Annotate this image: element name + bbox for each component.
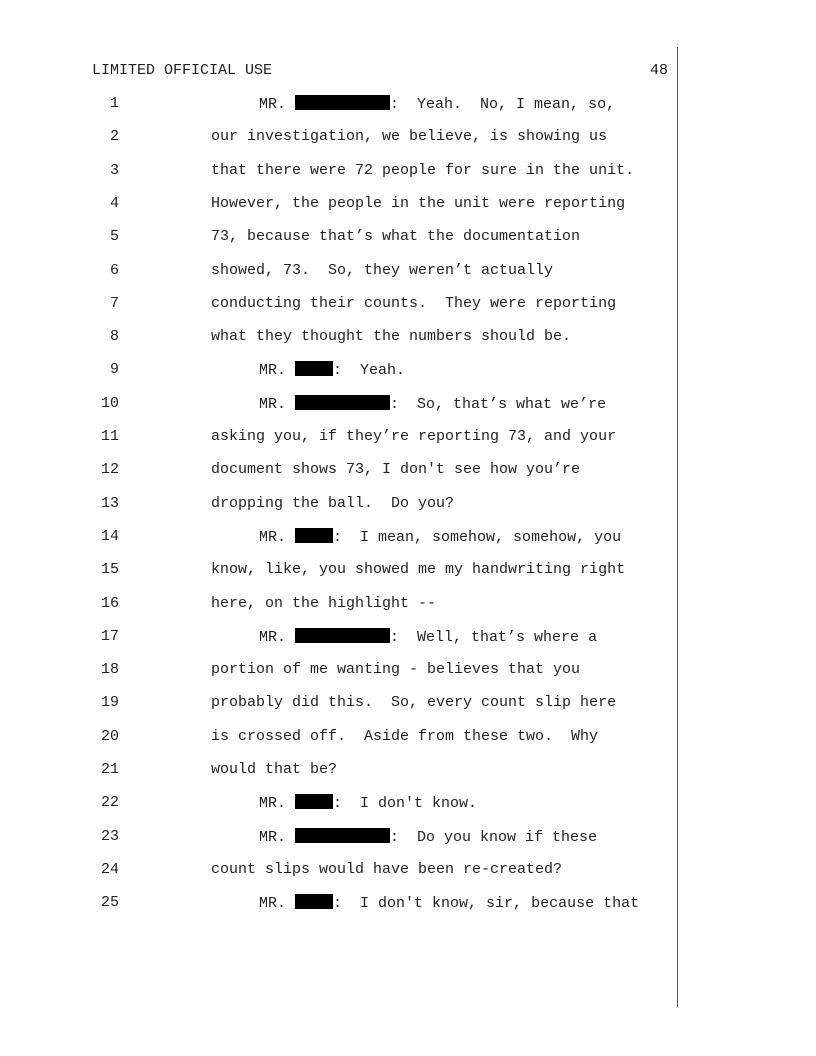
- spoken-text: dropping the ball. Do you?: [211, 494, 455, 512]
- transcript-line: [0, 861, 677, 881]
- transcript-line: [0, 761, 677, 781]
- transcript-line: [0, 894, 677, 914]
- transcript-line: [0, 162, 677, 182]
- line-number: 24: [100, 860, 119, 878]
- speaker-label: MR.: [259, 528, 287, 546]
- line-number: 14: [100, 527, 119, 545]
- spoken-text: count slips would have been re-created?: [211, 860, 563, 878]
- page-number: 48: [649, 62, 668, 79]
- line-text: [211, 228, 580, 245]
- transcript-line: [0, 561, 677, 581]
- speaker-label: MR.: [259, 795, 287, 813]
- spoken-text: : Yeah. No, I mean, so,: [390, 96, 616, 113]
- line-text: [211, 461, 580, 478]
- line-text: [211, 561, 625, 578]
- speaker-label: MR.: [259, 362, 287, 380]
- spoken-text: what they thought the numbers should be.: [211, 328, 572, 346]
- line-text: [259, 395, 606, 413]
- line-text: [259, 528, 621, 546]
- transcript-line: [0, 195, 677, 215]
- line-number: 15: [100, 561, 119, 579]
- line-number: 6: [109, 261, 119, 279]
- redaction-box: [295, 894, 333, 909]
- spoken-text: document shows 73, I don't see how you’re: [211, 461, 581, 479]
- transcript-line: [0, 794, 677, 814]
- redaction-box: [295, 95, 390, 110]
- line-number: 2: [109, 128, 119, 146]
- redaction-box: [295, 395, 390, 410]
- line-number: 10: [100, 394, 119, 412]
- line-number: 1: [109, 95, 119, 112]
- transcript-line: [0, 661, 677, 681]
- spoken-text: : I don't know.: [333, 795, 478, 813]
- line-text: [211, 761, 337, 778]
- speaker-label: MR.: [259, 628, 287, 646]
- line-number: 3: [109, 161, 119, 179]
- line-text: [211, 262, 553, 279]
- line-text: [211, 495, 454, 512]
- line-text: [211, 162, 634, 179]
- spoken-text: : Yeah.: [333, 362, 406, 380]
- redaction-box: [295, 528, 333, 543]
- line-number: 7: [109, 294, 119, 312]
- spoken-text: However, the people in the unit were reporting: [211, 194, 626, 212]
- line-text: [211, 728, 598, 745]
- spoken-text: know, like, you showed me my handwriting right: [211, 561, 626, 579]
- transcript-line: [0, 128, 677, 148]
- spoken-text: would that be?: [211, 761, 338, 778]
- transcript-line: [0, 328, 677, 348]
- spoken-text: asking you, if they’re reporting 73, and your: [211, 428, 617, 445]
- transcript-line: [0, 262, 677, 282]
- line-number: 19: [100, 694, 119, 712]
- transcript-line: [0, 628, 677, 648]
- line-text: [259, 361, 405, 379]
- line-text: [211, 295, 616, 312]
- spoken-text: : I don't know, sir, because that: [333, 895, 640, 913]
- transcript-line: [0, 95, 677, 115]
- line-number: 23: [100, 827, 119, 845]
- redaction-box: [295, 828, 390, 843]
- line-number: 8: [109, 328, 119, 346]
- line-number: 16: [100, 594, 119, 612]
- line-text: [259, 894, 639, 912]
- line-text: [211, 661, 580, 678]
- spoken-text: conducting their counts. They were reporting: [211, 294, 617, 312]
- spoken-text: : Do you know if these: [390, 828, 598, 846]
- line-text: [211, 861, 562, 878]
- speaker-label: MR.: [259, 895, 287, 913]
- line-text: [211, 328, 571, 345]
- line-number: 18: [100, 661, 119, 679]
- spoken-text: portion of me wanting - believes that you: [211, 661, 581, 679]
- line-number: 20: [100, 727, 119, 745]
- transcript-line: [0, 728, 677, 748]
- line-text: [259, 95, 615, 113]
- spoken-text: here, on the highlight --: [211, 594, 437, 612]
- spoken-text: probably did this. So, every count slip here: [211, 694, 617, 712]
- right-margin-rule: [677, 47, 678, 1007]
- speaker-label: MR.: [259, 395, 287, 413]
- line-number: 25: [100, 894, 119, 912]
- transcript-line: [0, 828, 677, 848]
- line-text: [211, 428, 616, 445]
- classification-header: LIMITED OFFICIAL USE: [92, 62, 273, 79]
- spoken-text: : So, that’s what we’re: [390, 395, 607, 413]
- line-number: 4: [109, 194, 119, 212]
- line-text: [211, 195, 625, 212]
- transcript-line: [0, 395, 677, 415]
- redaction-box: [295, 628, 390, 643]
- line-number: 21: [100, 761, 119, 778]
- line-text: [211, 694, 616, 711]
- line-text: [259, 628, 597, 646]
- line-number: 9: [109, 361, 119, 379]
- spoken-text: : I mean, somehow, somehow, you: [333, 528, 622, 546]
- transcript-line: [0, 361, 677, 381]
- transcript-line: [0, 228, 677, 248]
- line-number: 13: [100, 494, 119, 512]
- line-text: [259, 794, 477, 812]
- spoken-text: showed, 73. So, they weren’t actually: [211, 261, 554, 279]
- speaker-label: MR.: [259, 828, 287, 846]
- line-text: [259, 828, 597, 846]
- line-number: 5: [109, 228, 119, 246]
- line-text: [211, 595, 436, 612]
- line-number: 17: [100, 627, 119, 645]
- line-number: 22: [100, 794, 119, 812]
- transcript-line: [0, 495, 677, 515]
- transcript-line: [0, 528, 677, 548]
- redaction-box: [295, 361, 333, 376]
- spoken-text: : Well, that’s where a: [390, 628, 598, 646]
- spoken-text: 73, because that’s what the documentation: [211, 228, 581, 246]
- redaction-box: [295, 794, 333, 809]
- spoken-text: is crossed off. Aside from these two. Why: [211, 727, 599, 745]
- spoken-text: that there were 72 people for sure in the unit.: [211, 161, 635, 179]
- transcript-line: [0, 595, 677, 615]
- transcript-line: [0, 461, 677, 481]
- line-text: [211, 128, 607, 145]
- line-number: 12: [100, 461, 119, 479]
- transcript-line: [0, 694, 677, 714]
- transcript-line: [0, 428, 677, 448]
- spoken-text: our investigation, we believe, is showing us: [211, 128, 608, 146]
- transcript-line: [0, 295, 677, 315]
- line-number: 11: [100, 428, 119, 445]
- speaker-label: MR.: [259, 96, 287, 113]
